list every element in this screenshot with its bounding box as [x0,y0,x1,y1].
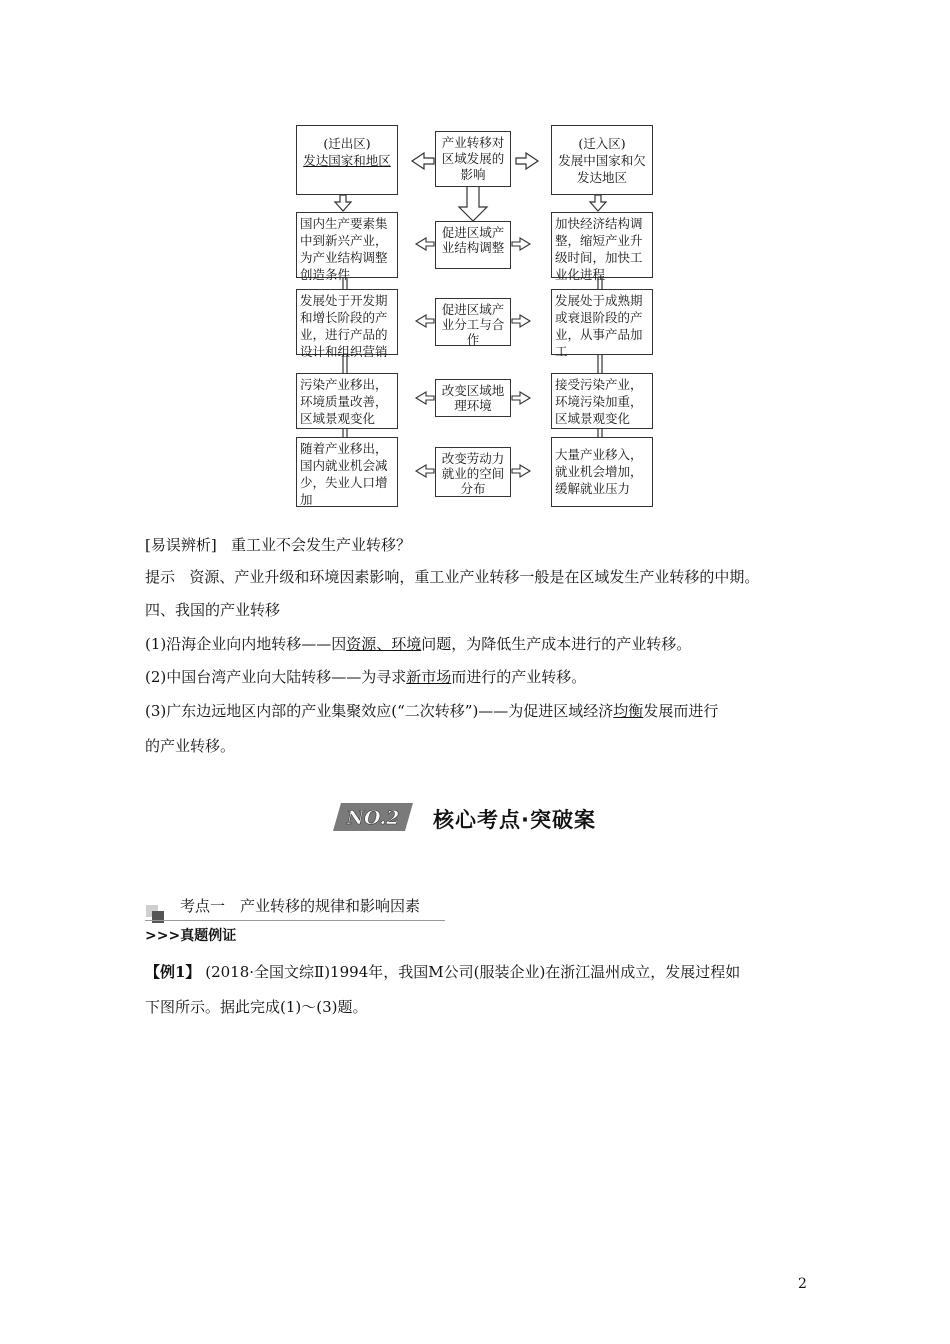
kaodian-title: 考点一 产业转移的规律和影响因素 [180,897,421,915]
box-left-structure [296,212,398,282]
arrow-down-icon [590,195,606,211]
right-division-text: 发展处于成熟期或衰退阶段的产业，从事产品加工 [555,293,643,359]
item-1-text-b: 问题，为降低生产成本进行的产业转移。 [421,635,692,653]
right-employment-text: 大量产业移入，就业机会增加，缓解就业压力 [555,447,643,496]
no2-badge-text: NO.2 [346,807,400,829]
box-center-structure [435,221,511,269]
banner-title: 核心考点·突破案 [433,808,596,832]
example-text-1: (2018·全国文综Ⅱ)1994年，我国M公司(服装企业)在浙江温州成立，发展过程如 [205,963,741,981]
yiwu-question: 重工业不会发生产业转移？ [231,536,412,554]
arrow-left-icon [412,153,434,169]
arrow-left-icon [416,465,434,477]
square-bullet-icon [146,905,166,925]
item-3-continued: 的产业转移。 [145,737,236,755]
item-3-text-b: 发展而进行 [643,702,719,720]
left-employment-text: 随着产业移出，国内就业机会减少，失业人口增加 [300,441,388,507]
box-source-region [296,125,398,195]
tishi-label: 提示 [145,568,176,586]
arrow-left-icon [416,238,434,250]
yiwu-label: [易误辨析] [145,536,217,554]
box-left-employment [296,437,398,507]
right-structure-text: 加快经济结构调整，缩短产业升级时间，加快工业化进程 [555,216,643,282]
arrow-right-icon [512,392,530,404]
box-right-division [551,289,653,359]
center-structure-text: 促进区域产业结构调整 [441,225,505,255]
box-center-division [435,298,511,346]
yiwu-line [145,535,411,555]
box-destination-heading: (迁入区) [578,136,626,151]
box-destination-title: 发展中国家和欠发达地区 [558,153,646,185]
right-environment-text: 接受污染产业，环境污染加重，区域景观变化 [555,377,643,426]
item-2 [145,667,586,687]
box-center-environment [435,379,511,417]
item-3 [145,701,718,721]
box-source-heading: (迁出区) [323,136,371,151]
example-label: 【例1】 [145,963,201,981]
arrow-down-icon [459,185,487,221]
item-2-text-b: 而进行的产业转移。 [451,668,587,686]
box-left-division [296,289,398,359]
box-source-title: 发达国家和地区 [303,153,391,168]
center-employment-text: 改变劳动力就业的空间分布 [441,451,505,496]
item-2-text-a: (2)中国台湾产业向大陆转移——为寻求 [145,668,407,686]
left-environment-text: 污染产业移出，环境质量改善，区域景观变化 [300,377,388,426]
item-3-text-a: (3)广东边远地区内部的产业集聚效应(“二次转移”)——为促进区域经济 [145,702,614,720]
section-heading: 四、我国的产业转移 [145,601,281,619]
center-division-text: 促进区域产业分工与合作 [441,302,505,347]
arrow-right-icon [512,465,530,477]
item-1 [145,634,691,654]
arrow-down-icon [335,195,351,211]
example-text-2: 下图所示。据此完成(1)～(3)题。 [145,998,368,1016]
center-environment-text: 改变区域地理环境 [441,383,505,413]
industry-transfer-diagram [296,125,654,509]
tishi-body: 资源、产业升级和环境因素影响，重工业产业转移一般是在区域发生产业转移的中期。 [189,568,760,586]
box-center-employment [435,447,511,497]
box-right-structure [551,212,653,282]
example-line-1 [145,962,740,982]
item-3-answer: 均衡 [613,702,644,720]
box-right-environment [551,373,653,429]
arrow-left-icon [416,392,434,404]
item-1-answer: 资源、环境 [346,635,422,653]
arrow-left-icon [416,315,434,327]
tishi-line [145,567,759,587]
page-number: 2 [798,1276,807,1292]
left-division-text: 发展处于开发期和增长阶段的产业，进行产品的设计和组织营销 [300,293,388,359]
left-structure-text: 国内生产要素集中到新兴产业，为产业结构调整创造条件 [300,216,388,282]
item-1-text-a: (1)沿海企业向内地转移——因 [145,635,347,653]
box-right-employment [551,437,653,507]
box-destination-region [551,125,653,195]
kaodian-divider [145,920,445,921]
section-banner [333,800,653,836]
center-impact-text: 产业转移对区域发展的影响 [441,135,505,182]
arrow-right-icon [512,315,530,327]
zhenti-subheading: >>>真题例证 [145,928,237,944]
box-left-environment [296,373,398,429]
no2-badge-icon [333,803,413,831]
arrow-right-icon [516,153,538,169]
item-2-answer: 新市场 [406,668,452,686]
arrow-right-icon [512,238,530,250]
box-center-impact [435,131,511,187]
